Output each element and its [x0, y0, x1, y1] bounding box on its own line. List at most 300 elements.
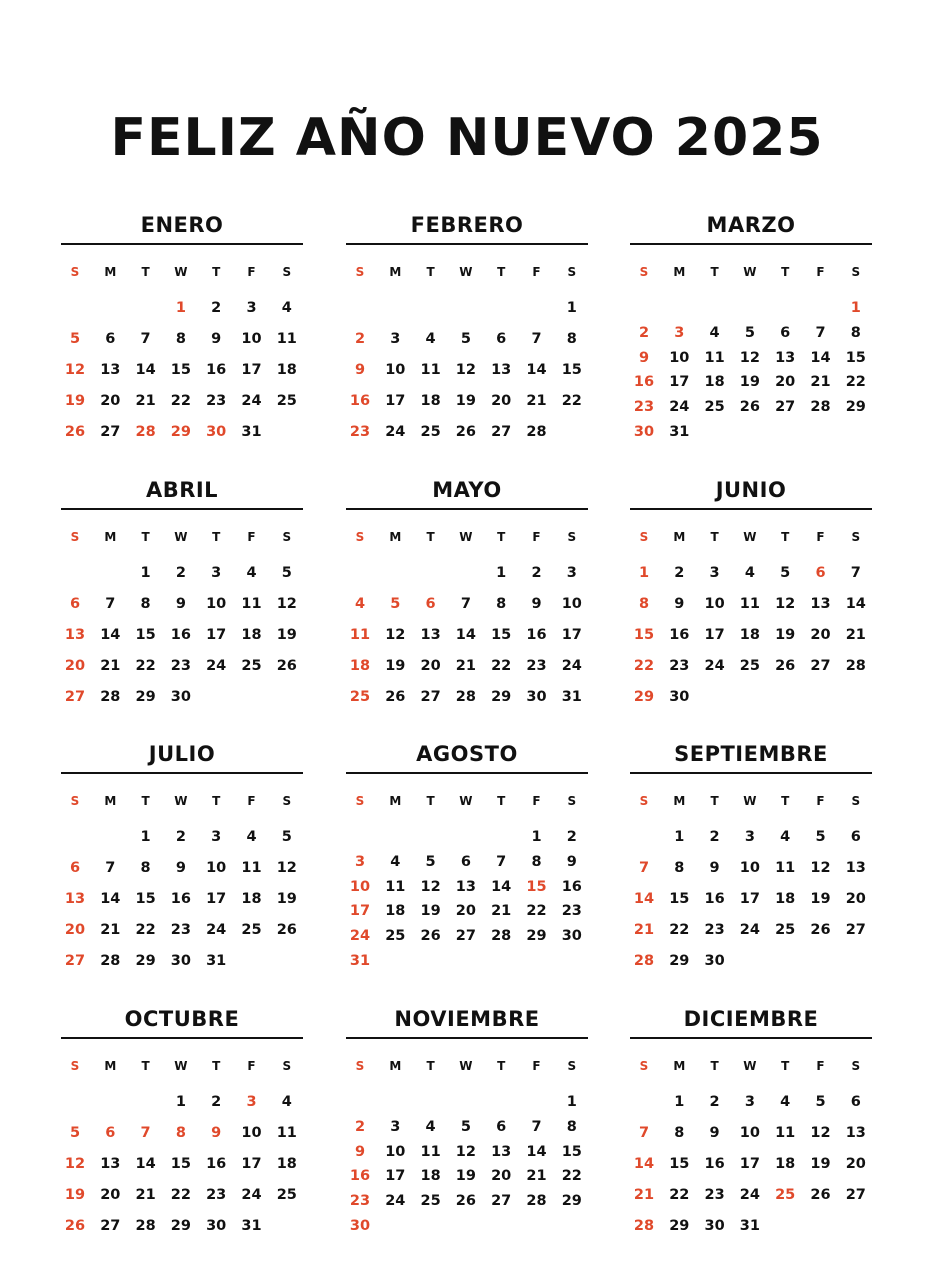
weekday-label: M	[104, 530, 117, 544]
day-11: 11	[420, 362, 441, 378]
day-11: 11	[775, 1125, 796, 1141]
day-8: 8	[140, 860, 151, 876]
day-30: 30	[704, 953, 725, 969]
day-6: 6	[496, 331, 507, 347]
day-18: 18	[739, 627, 760, 643]
day-27: 27	[64, 953, 86, 969]
day-24: 24	[704, 658, 725, 674]
weekday-label: T	[497, 530, 506, 544]
day-15: 15	[845, 349, 866, 366]
day-26: 26	[810, 922, 831, 938]
day-26: 26	[64, 424, 86, 440]
day-31: 31	[349, 953, 371, 969]
day-13: 13	[64, 891, 86, 907]
day-11: 11	[241, 860, 262, 876]
day-3: 3	[390, 1118, 401, 1135]
day-12: 12	[739, 349, 760, 366]
day-17: 17	[241, 1156, 262, 1172]
day-3: 3	[744, 1094, 755, 1110]
day-23: 23	[633, 399, 655, 416]
weekday-label: S	[355, 794, 365, 808]
day-31: 31	[206, 953, 227, 969]
day-22: 22	[135, 658, 156, 674]
month-abril	[61, 475, 303, 705]
day-7: 7	[140, 1125, 151, 1141]
day-1: 1	[638, 565, 650, 581]
day-4: 4	[246, 829, 257, 845]
day-12: 12	[276, 860, 297, 876]
weekday-label: W	[743, 530, 757, 544]
weekday-label: S	[851, 530, 861, 544]
day-30: 30	[526, 689, 547, 705]
day-24: 24	[349, 928, 371, 945]
day-12: 12	[775, 596, 796, 612]
weekday-label: F	[247, 794, 256, 808]
weekday-label: T	[212, 530, 221, 544]
day-3: 3	[744, 829, 755, 845]
weekday-label: S	[282, 1059, 292, 1073]
weekday-label: T	[710, 794, 719, 808]
day-10: 10	[241, 331, 262, 347]
day-7: 7	[638, 1125, 650, 1141]
day-20: 20	[64, 658, 86, 674]
day-29: 29	[669, 1218, 690, 1234]
weekday-label: T	[212, 1059, 221, 1073]
day-18: 18	[385, 903, 406, 920]
day-2: 2	[175, 829, 186, 845]
day-5: 5	[815, 829, 826, 845]
day-8: 8	[566, 1118, 577, 1135]
day-21: 21	[526, 1168, 547, 1185]
month-agosto	[346, 739, 588, 969]
day-5: 5	[780, 565, 791, 581]
day-22: 22	[633, 658, 655, 674]
day-10: 10	[385, 362, 406, 378]
day-21: 21	[810, 374, 831, 391]
day-2: 2	[566, 829, 577, 845]
day-13: 13	[491, 1143, 512, 1160]
month-divider	[630, 1037, 872, 1039]
month-mayo	[346, 475, 588, 705]
day-30: 30	[170, 689, 191, 705]
day-19: 19	[810, 891, 831, 907]
day-29: 29	[135, 953, 156, 969]
day-5: 5	[425, 853, 436, 870]
day-23: 23	[669, 658, 690, 674]
day-18: 18	[276, 1156, 297, 1172]
weekday-label: S	[355, 1059, 365, 1073]
day-18: 18	[420, 393, 441, 409]
day-7: 7	[531, 331, 542, 347]
day-2: 2	[531, 565, 542, 581]
day-26: 26	[775, 658, 796, 674]
day-14: 14	[100, 627, 121, 643]
day-14: 14	[845, 596, 866, 612]
day-15: 15	[170, 1156, 191, 1172]
weekday-label: T	[781, 265, 790, 279]
day-5: 5	[815, 1094, 826, 1110]
month-name: SEPTIEMBRE	[674, 742, 828, 766]
day-9: 9	[709, 860, 720, 876]
day-6: 6	[850, 829, 861, 845]
day-25: 25	[276, 393, 297, 409]
day-25: 25	[775, 1187, 796, 1203]
day-30: 30	[170, 953, 191, 969]
month-divider	[61, 1037, 303, 1039]
day-14: 14	[135, 1156, 156, 1172]
day-19: 19	[64, 1187, 86, 1203]
weekday-label: T	[497, 794, 506, 808]
day-4: 4	[709, 324, 720, 341]
weekday-label: T	[426, 1059, 435, 1073]
weekday-label: S	[639, 1059, 649, 1073]
day-22: 22	[561, 1168, 582, 1185]
weekday-label: F	[532, 530, 541, 544]
day-6: 6	[105, 1125, 116, 1141]
day-9: 9	[638, 349, 650, 366]
day-1: 1	[674, 829, 685, 845]
day-8: 8	[531, 853, 542, 870]
day-2: 2	[354, 331, 366, 347]
day-9: 9	[354, 362, 366, 378]
day-24: 24	[385, 1193, 406, 1210]
day-20: 20	[810, 627, 831, 643]
day-31: 31	[561, 689, 582, 705]
day-7: 7	[105, 860, 116, 876]
weekday-label: F	[532, 265, 541, 279]
day-21: 21	[100, 922, 121, 938]
weekday-label: S	[639, 265, 649, 279]
day-15: 15	[526, 878, 547, 895]
weekday-label: T	[710, 265, 719, 279]
day-12: 12	[276, 596, 297, 612]
day-3: 3	[211, 829, 222, 845]
day-10: 10	[739, 1125, 760, 1141]
day-25: 25	[704, 399, 725, 416]
day-8: 8	[566, 331, 577, 347]
weekday-label: M	[389, 530, 402, 544]
weekday-label: S	[851, 265, 861, 279]
day-9: 9	[354, 1143, 366, 1160]
day-7: 7	[496, 853, 507, 870]
day-5: 5	[390, 596, 401, 612]
day-11: 11	[385, 878, 406, 895]
day-27: 27	[491, 1193, 512, 1210]
day-18: 18	[775, 1156, 796, 1172]
month-divider	[346, 1037, 588, 1039]
day-5: 5	[460, 1118, 471, 1135]
weekday-label: W	[459, 1059, 473, 1073]
day-22: 22	[526, 903, 547, 920]
day-31: 31	[241, 1218, 262, 1234]
weekday-label: S	[567, 1059, 577, 1073]
day-23: 23	[349, 1193, 371, 1210]
weekday-label: M	[389, 1059, 402, 1073]
day-14: 14	[526, 1143, 547, 1160]
day-28: 28	[845, 658, 866, 674]
day-22: 22	[561, 393, 582, 409]
day-20: 20	[64, 922, 86, 938]
day-1: 1	[566, 300, 577, 316]
month-divider	[630, 772, 872, 774]
day-6: 6	[69, 860, 81, 876]
day-19: 19	[385, 658, 406, 674]
day-18: 18	[241, 891, 262, 907]
day-9: 9	[709, 1125, 720, 1141]
day-16: 16	[704, 1156, 725, 1172]
day-12: 12	[455, 1143, 476, 1160]
day-31: 31	[739, 1218, 760, 1234]
weekday-label: S	[851, 794, 861, 808]
day-12: 12	[810, 1125, 831, 1141]
day-24: 24	[241, 393, 262, 409]
day-29: 29	[491, 689, 512, 705]
day-2: 2	[175, 565, 186, 581]
day-7: 7	[460, 596, 471, 612]
day-23: 23	[561, 903, 582, 920]
day-25: 25	[385, 928, 406, 945]
day-5: 5	[744, 324, 755, 341]
day-22: 22	[170, 393, 191, 409]
day-30: 30	[206, 1218, 227, 1234]
day-8: 8	[175, 331, 186, 347]
day-15: 15	[669, 1156, 690, 1172]
day-20: 20	[491, 1168, 512, 1185]
weekday-label: S	[567, 794, 577, 808]
day-15: 15	[135, 891, 156, 907]
day-30: 30	[206, 424, 227, 440]
day-28: 28	[633, 1218, 655, 1234]
day-10: 10	[739, 860, 760, 876]
day-20: 20	[420, 658, 441, 674]
day-22: 22	[170, 1187, 191, 1203]
day-13: 13	[100, 362, 121, 378]
day-10: 10	[669, 349, 690, 366]
day-21: 21	[633, 1187, 655, 1203]
day-15: 15	[669, 891, 690, 907]
weekday-label: T	[710, 530, 719, 544]
month-divider	[61, 772, 303, 774]
weekday-label: T	[781, 530, 790, 544]
month-divider	[61, 243, 303, 245]
day-24: 24	[739, 1187, 760, 1203]
weekday-label: S	[639, 530, 649, 544]
month-name: FEBRERO	[410, 213, 524, 237]
day-28: 28	[526, 1193, 547, 1210]
day-23: 23	[349, 424, 371, 440]
day-2: 2	[709, 829, 720, 845]
month-name: DICIEMBRE	[683, 1007, 819, 1031]
day-4: 4	[780, 1094, 791, 1110]
weekday-label: S	[282, 794, 292, 808]
day-10: 10	[385, 1143, 406, 1160]
day-27: 27	[64, 689, 86, 705]
day-4: 4	[281, 1094, 292, 1110]
day-19: 19	[64, 393, 86, 409]
month-name: ENERO	[140, 213, 224, 237]
weekday-label: W	[743, 265, 757, 279]
day-30: 30	[561, 928, 582, 945]
day-29: 29	[170, 424, 191, 440]
day-12: 12	[385, 627, 406, 643]
day-24: 24	[561, 658, 582, 674]
day-21: 21	[135, 393, 156, 409]
weekday-label: T	[781, 794, 790, 808]
day-5: 5	[69, 1125, 81, 1141]
day-19: 19	[810, 1156, 831, 1172]
day-26: 26	[420, 928, 441, 945]
day-8: 8	[674, 1125, 685, 1141]
day-4: 4	[354, 596, 366, 612]
weekday-label: S	[567, 265, 577, 279]
weekday-label: F	[816, 265, 825, 279]
month-name: AGOSTO	[416, 742, 518, 766]
day-27: 27	[775, 399, 796, 416]
day-3: 3	[390, 331, 401, 347]
day-29: 29	[845, 399, 866, 416]
weekday-label: F	[816, 530, 825, 544]
day-29: 29	[526, 928, 547, 945]
weekday-label: S	[282, 530, 292, 544]
day-10: 10	[349, 878, 371, 895]
day-2: 2	[354, 1118, 366, 1135]
day-6: 6	[815, 565, 826, 581]
day-16: 16	[206, 362, 227, 378]
weekday-label: F	[247, 265, 256, 279]
weekday-label: T	[426, 530, 435, 544]
day-4: 4	[390, 853, 401, 870]
day-3: 3	[246, 300, 257, 316]
day-16: 16	[669, 627, 690, 643]
day-2: 2	[211, 1094, 222, 1110]
day-1: 1	[496, 565, 507, 581]
day-13: 13	[100, 1156, 121, 1172]
weekday-label: F	[816, 1059, 825, 1073]
day-5: 5	[281, 565, 292, 581]
day-16: 16	[633, 374, 655, 391]
day-9: 9	[566, 853, 577, 870]
day-11: 11	[276, 1125, 297, 1141]
day-2: 2	[638, 324, 650, 341]
day-17: 17	[669, 374, 690, 391]
weekday-label: W	[459, 794, 473, 808]
day-19: 19	[455, 393, 476, 409]
day-3: 3	[354, 853, 366, 870]
day-26: 26	[739, 399, 760, 416]
day-7: 7	[815, 324, 826, 341]
day-4: 4	[425, 1118, 436, 1135]
weekday-label: S	[70, 265, 80, 279]
day-8: 8	[496, 596, 507, 612]
day-25: 25	[739, 658, 760, 674]
day-3: 3	[674, 324, 685, 341]
day-12: 12	[420, 878, 441, 895]
day-26: 26	[276, 922, 297, 938]
day-22: 22	[491, 658, 512, 674]
day-23: 23	[206, 1187, 227, 1203]
day-6: 6	[425, 596, 436, 612]
day-29: 29	[669, 953, 690, 969]
day-13: 13	[775, 349, 796, 366]
day-6: 6	[780, 324, 791, 341]
day-19: 19	[276, 627, 297, 643]
day-4: 4	[780, 829, 791, 845]
day-8: 8	[850, 324, 861, 341]
weekday-label: F	[532, 794, 541, 808]
day-25: 25	[420, 424, 441, 440]
weekday-label: M	[673, 265, 686, 279]
day-17: 17	[206, 627, 227, 643]
weekday-label: T	[781, 1059, 790, 1073]
day-23: 23	[526, 658, 547, 674]
day-16: 16	[206, 1156, 227, 1172]
weekday-label: W	[174, 1059, 188, 1073]
month-name: MAYO	[432, 478, 502, 502]
day-10: 10	[561, 596, 582, 612]
weekday-label: M	[673, 1059, 686, 1073]
day-26: 26	[455, 424, 476, 440]
month-septiembre	[630, 739, 872, 969]
weekday-label: M	[104, 1059, 117, 1073]
day-19: 19	[420, 903, 441, 920]
day-20: 20	[491, 393, 512, 409]
day-8: 8	[674, 860, 685, 876]
day-6: 6	[496, 1118, 507, 1135]
month-divider	[346, 243, 588, 245]
day-14: 14	[526, 362, 547, 378]
day-9: 9	[211, 331, 222, 347]
weekday-label: F	[247, 530, 256, 544]
day-21: 21	[491, 903, 512, 920]
day-19: 19	[455, 1168, 476, 1185]
day-17: 17	[385, 1168, 406, 1185]
day-7: 7	[531, 1118, 542, 1135]
month-divider	[630, 508, 872, 510]
day-5: 5	[460, 331, 471, 347]
weekday-label: T	[212, 794, 221, 808]
day-30: 30	[349, 1218, 371, 1234]
day-3: 3	[246, 1094, 257, 1110]
day-23: 23	[170, 658, 191, 674]
day-1: 1	[566, 1094, 577, 1110]
weekday-label: T	[426, 794, 435, 808]
day-4: 4	[281, 300, 292, 316]
weekday-label: S	[70, 1059, 80, 1073]
weekday-label: S	[639, 794, 649, 808]
month-name: ABRIL	[145, 478, 219, 502]
day-11: 11	[704, 349, 725, 366]
day-7: 7	[638, 860, 650, 876]
day-16: 16	[526, 627, 547, 643]
day-28: 28	[491, 928, 512, 945]
day-10: 10	[704, 596, 725, 612]
day-18: 18	[241, 627, 262, 643]
weekday-label: M	[104, 794, 117, 808]
day-13: 13	[491, 362, 512, 378]
day-14: 14	[135, 362, 156, 378]
day-22: 22	[135, 922, 156, 938]
day-1: 1	[175, 1094, 186, 1110]
day-18: 18	[420, 1168, 441, 1185]
day-21: 21	[633, 922, 655, 938]
day-21: 21	[845, 627, 866, 643]
day-27: 27	[845, 1187, 866, 1203]
day-16: 16	[349, 1168, 371, 1185]
day-19: 19	[775, 627, 796, 643]
day-4: 4	[425, 331, 436, 347]
day-29: 29	[633, 689, 655, 705]
day-28: 28	[526, 424, 547, 440]
